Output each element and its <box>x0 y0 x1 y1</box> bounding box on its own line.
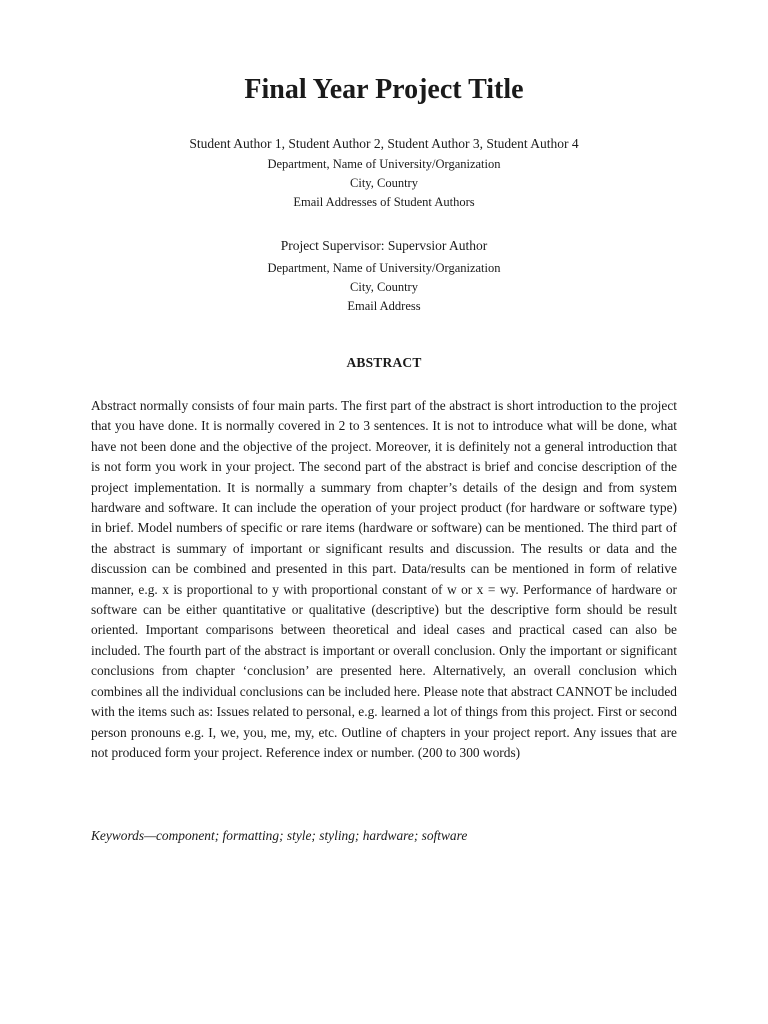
author-city: City, Country <box>350 176 418 190</box>
supervisor-city: City, Country <box>350 280 418 294</box>
abstract-heading: ABSTRACT <box>346 355 422 370</box>
author-email: Email Addresses of Student Authors <box>293 195 475 209</box>
paper-title: Final Year Project Title <box>244 74 524 105</box>
keywords-line: Keywords—component; formatting; style; styling; hardware; software <box>91 828 468 843</box>
abstract-body: Abstract normally consists of four main parts. The first part of the abstract is short introduction to the project that you have done. It is normally covered in 2 to 3 sentences. It is not to introduce what will be done, what have not been done and the objective of the project. Moreover, it is definitely not a general introduction that is not form you work in your project. The second part of the abstract is brief and concise description of the project implementation. It is normally a summary from chapter’s details of the design and from system hardware and software. It can include the operation of your project product (for hardware or software type) in brief. Model numbers of specific or rare items (hardware or software) can be mentioned. The third part of the abstract is summary of important or significant results and discussion. The results or data and the discussion can be combined and presented in this part. Data/results can be mentioned in form of relative manner, e.g. x is proportional to y with proportional constant of w or x = wy. Performance of hardware or software can be either quantitative or qualitative (descriptive) but the descriptive form should be result oriented. Important comparisons between theoretical and ideal cases and practical cased can also be included. The fourth part of the abstract is important or overall conclusion. Only the important or significant conclusions from chapter ‘conclusion’ are presented here. Alternatively, an overall conclusion which combines all the individual conclusions can be included here. Please note that abstract CANNOT be included with the items such as: Issues related to personal, e.g. learned a lot of things from this project. First or second person pronouns e.g. I, we, you, me, my, etc. Outline of chapters in your project report. Any issues that are not produced form your project. Reference index or number. (200 to 300 words) <box>91 398 677 760</box>
supervisor-department: Department, Name of University/Organization <box>267 261 501 275</box>
supervisor-name: Project Supervisor: Supervsior Author <box>280 238 488 253</box>
author-department: Department, Name of University/Organization <box>267 157 501 171</box>
author-list: Student Author 1, Student Author 2, Student Author 3, Student Author 4 <box>189 136 579 151</box>
supervisor-email: Email Address <box>347 299 421 313</box>
